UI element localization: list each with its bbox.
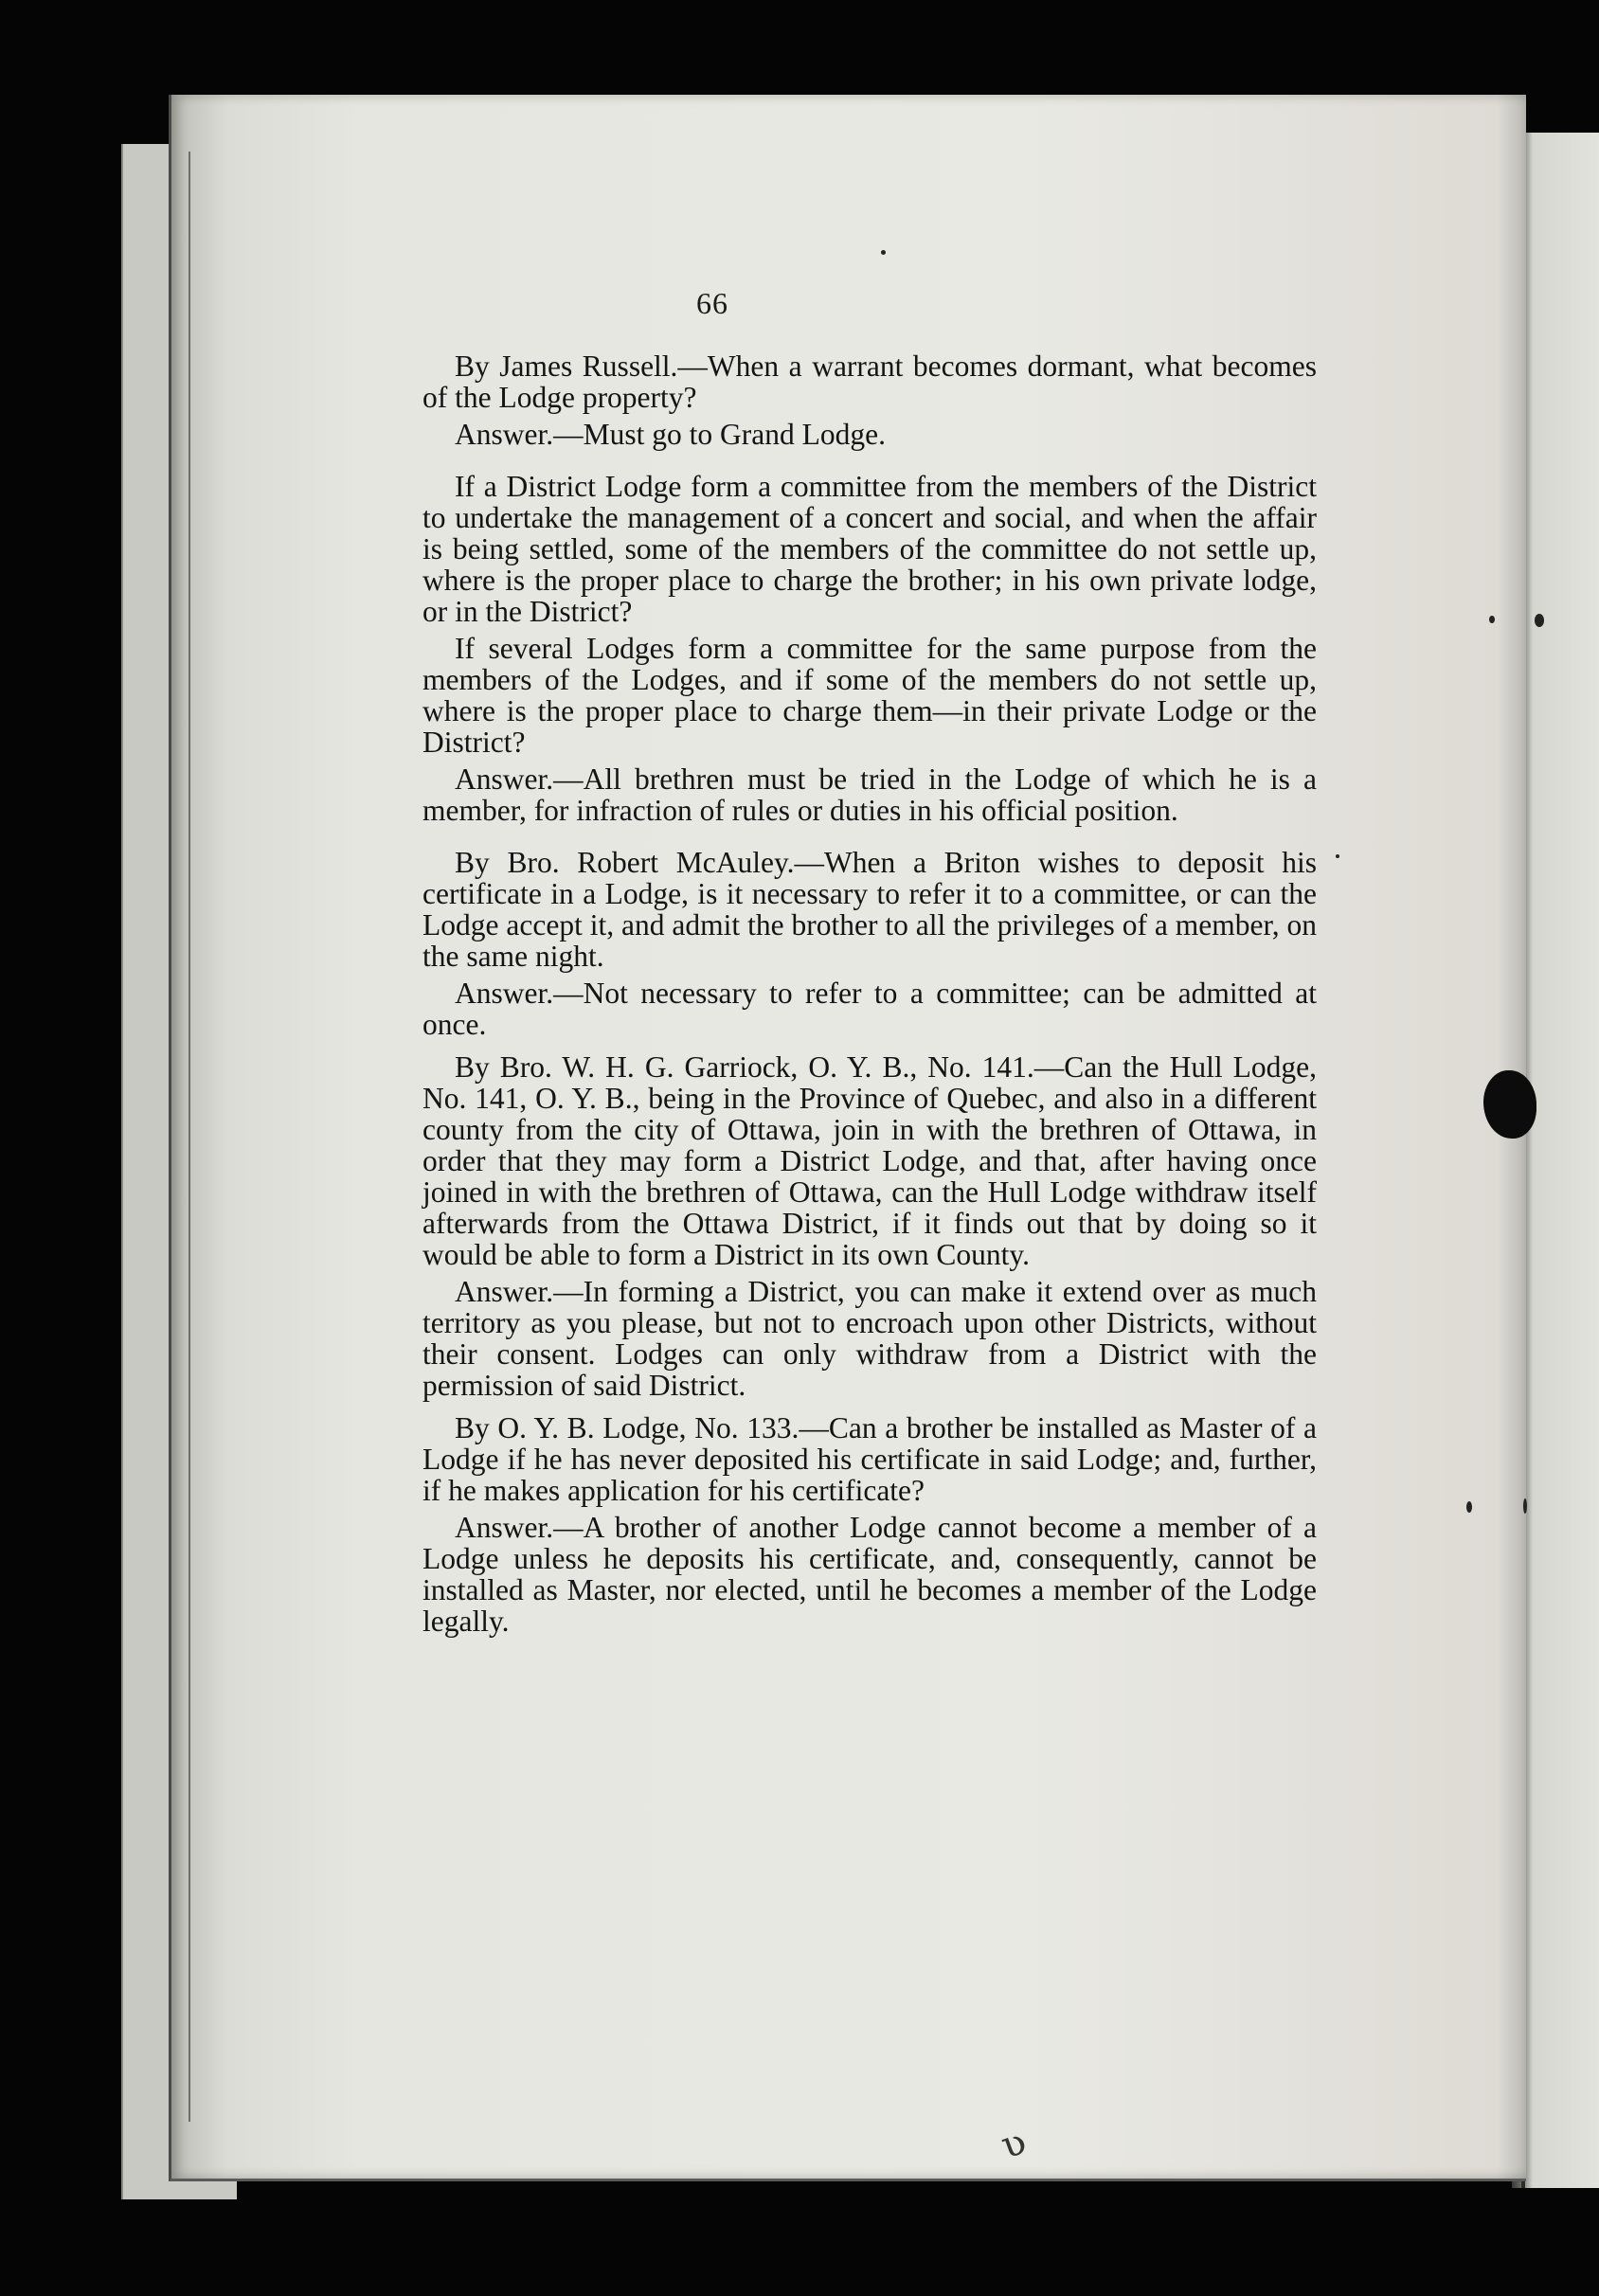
page-body-text bbox=[422, 350, 1317, 1637]
dust-speck bbox=[881, 250, 886, 255]
dust-speck bbox=[1336, 854, 1339, 858]
question-paragraph: If a District Lodge form a committee from the members of the District to undertake the management of a concert and social, and when the affair is being settled, some of the members of the committee do not settle up, where is the proper place to charge the brother; in his own private lodge, or in the District? bbox=[422, 470, 1317, 628]
question-paragraph: By James Russell.—When a warrant becomes dormant, what becomes of the Lodge property? bbox=[422, 350, 1317, 414]
question-paragraph: If several Lodges form a committee for the same purpose from the members of the Lodges, and if some of the members do not settle up, where is the proper place to charge them—in their private Lodge or the District? bbox=[422, 632, 1317, 759]
question-paragraph: By Bro. W. H. G. Garriock, O. Y. B., No. 141.—Can the Hull Lodge, No. 141, O. Y. B., being in the Province of Quebec, and also in a different county from the city of Ottawa, join in with the brethren of Ottawa, in order that they may form a District Lodge, and that, after having once joined in with the brethren of Ottawa, can the Hull Lodge withdraw itself afterwards from the Ottawa District, if it finds out that by doing so it would be able to form a District in its own County. bbox=[422, 1050, 1317, 1271]
page-number: 66 bbox=[696, 286, 728, 320]
pencil-mark: ʋ bbox=[995, 2119, 1033, 2168]
dust-speck bbox=[1466, 1501, 1472, 1513]
question-paragraph: By O. Y. B. Lodge, No. 133.—Can a brother be installed as Master of a Lodge if he has never deposited his certificate in said Lodge; and, further, if he makes application for his certificate? bbox=[422, 1411, 1317, 1507]
dust-speck bbox=[1523, 1498, 1527, 1514]
answer-paragraph: Answer.—In forming a District, you can make it extend over as much territory as you please, but not to encroach upon other Districts, without their consent. Lodges can only withdraw from a District with the permission of said District. bbox=[422, 1275, 1317, 1402]
ink-blot-mark bbox=[1483, 1070, 1536, 1139]
answer-paragraph: Answer.—A brother of another Lodge cannot become a member of a Lodge unless he deposits his certificate, and, consequently, cannot be installed as Master, nor elected, until he becomes a member of the Lodge legally. bbox=[422, 1511, 1317, 1638]
dust-speck bbox=[1535, 614, 1544, 627]
answer-paragraph: Answer.—Not necessary to refer to a committee; can be admitted at once. bbox=[422, 977, 1317, 1041]
answer-paragraph: Answer.—Must go to Grand Lodge. bbox=[455, 418, 886, 451]
page-edge-line bbox=[189, 152, 190, 2122]
question-paragraph: By Bro. Robert McAuley.—When a Briton wishes to deposit his certificate in a Lodge, is it necessary to refer it to a committee, or can the Lodge accept it, and admit the brother to all the privileges of a member, on the same night. bbox=[422, 846, 1317, 973]
answer-paragraph: Answer.—All brethren must be tried in the Lodge of which he is a member, for infraction of rules or duties in his official position. bbox=[422, 762, 1317, 827]
dust-speck bbox=[1489, 616, 1495, 623]
